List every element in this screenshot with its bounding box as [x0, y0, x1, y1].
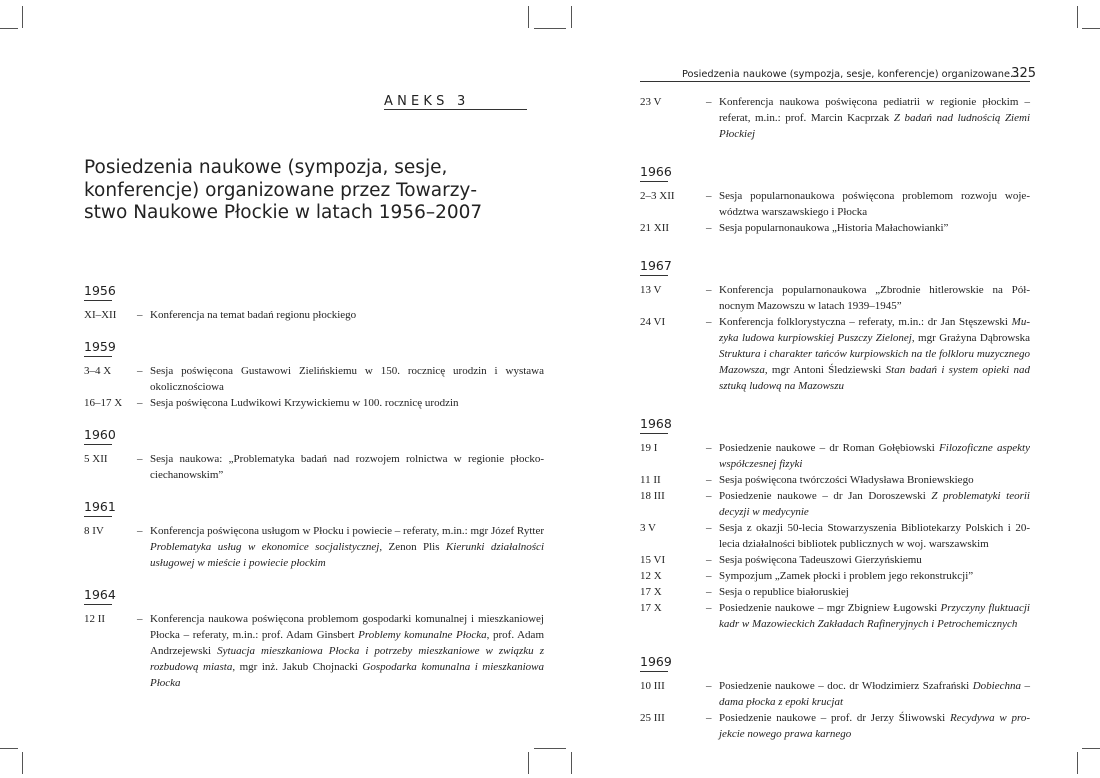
entry-text: Sesja poświęcona Tadeuszowi Gierzyńskiemu — [719, 554, 922, 566]
running-head — [640, 66, 1036, 82]
entry-date: 21 XII — [640, 222, 670, 234]
entry-dash: – — [706, 96, 712, 108]
list-item — [84, 395, 544, 411]
list-item — [640, 568, 1030, 584]
entries-list — [640, 94, 1030, 742]
year-heading: 1966 — [640, 164, 668, 182]
entry-dash: – — [706, 602, 712, 614]
annex-label: ANEKS 3 — [384, 94, 527, 110]
entry-dash: – — [706, 570, 712, 582]
entry-text: Posiedzenie naukowe – doc. dr Włodzimierz Szafrański Dobiechna – dama płocka z epoki krucjat — [719, 680, 1030, 708]
year-heading: 1960 — [84, 427, 112, 445]
list-item — [640, 188, 1030, 220]
entry-dash: – — [706, 680, 712, 692]
entry-dash: – — [706, 442, 712, 454]
list-item — [640, 520, 1030, 552]
crop-mark — [1077, 6, 1078, 28]
crop-mark — [571, 6, 572, 28]
list-item — [640, 94, 1030, 142]
entry-text: Posiedzenie naukowe – dr Roman Gołębiowski Filozoficzne aspekty współczesnej fizyki — [719, 442, 1030, 470]
entry-date: 23 V — [640, 96, 662, 108]
entry-text: Konferencja folklorystyczna – referaty, m.in.: dr Jan Stęszewski Muzyka ludowa kurpiowskiej Puszczy Zielonej, mgr Grażyna Dąbrowska Struktura i charakter tańców kurpiowskich na tle folkloru muzycznego Mazowsza, mgr Antoni Śledziewski Stan badań i system opieki nad sztuką ludową na Mazowszu — [719, 316, 1030, 392]
entries-list — [84, 283, 544, 691]
list-item — [84, 611, 544, 691]
entry-date: 12 X — [640, 570, 662, 582]
crop-mark — [1082, 28, 1100, 29]
entry-dash: – — [706, 586, 712, 598]
list-item — [84, 523, 544, 571]
entry-dash: – — [137, 613, 143, 625]
entry-date: 18 III — [640, 490, 665, 502]
list-item — [84, 451, 544, 483]
crop-mark — [1077, 752, 1078, 774]
entry-date: 10 III — [640, 680, 665, 692]
entry-date: 16–17 X — [84, 397, 123, 409]
entry-text: Sesja naukowa: „Problematyka badań nad rozwojem rolnictwa w regionie płocko-ciechanowskim” — [150, 453, 544, 481]
right-page — [640, 0, 1036, 778]
list-item — [84, 307, 544, 323]
entry-dash: – — [137, 453, 143, 465]
entry-text: Sesja poświęcona Ludwikowi Krzywickiemu w 100. rocznicę urodzin — [150, 397, 459, 409]
entry-date: 12 II — [84, 613, 106, 625]
entry-dash: – — [706, 712, 712, 724]
entry-dash: – — [137, 525, 143, 537]
entry-text: Konferencja poświęcona usługom w Płocku i powiecie – referaty, m.in.: mgr Józef Rytter Problematyka usług w ekonomice socjalistycznej, Zenon Plis Kierunki działalności usługowej w mieście i powiecie płockim — [150, 525, 544, 569]
year-heading: 1956 — [84, 283, 112, 301]
list-item — [640, 600, 1030, 632]
entry-date: 11 II — [640, 474, 661, 486]
entry-text: Konferencja popularnonaukowa „Zbrodnie hitlerowskie na Północnym Mazowszu w latach 1939–1945” — [719, 284, 1030, 312]
entry-text: Sesja popularnonaukowa „Historia Małachowianki” — [719, 222, 949, 234]
year-heading: 1968 — [640, 416, 668, 434]
page-number: 325 — [1011, 66, 1036, 81]
running-head-text: Posiedzenia naukowe (sympozja, sesje, konferencje) organizowane... — [682, 69, 1020, 80]
entry-date: 3 V — [640, 522, 656, 534]
entry-dash: – — [137, 397, 143, 409]
entry-text: Sesja poświęcona Gustawowi Zielińskiemu w 150. rocznicę urodzin i wystawa okolicznościowa — [150, 365, 544, 393]
entry-date: 17 X — [640, 586, 662, 598]
entry-dash: – — [706, 316, 712, 328]
entry-text: Konferencja na temat badań regionu płockiego — [150, 309, 357, 321]
year-heading: 1964 — [84, 587, 112, 605]
list-item — [640, 314, 1030, 394]
crop-mark — [0, 748, 18, 749]
entry-dash: – — [137, 365, 143, 377]
entry-date: XI–XII — [84, 309, 117, 321]
list-item — [640, 472, 1030, 488]
crop-mark — [0, 28, 18, 29]
list-item — [640, 584, 1030, 600]
list-item — [640, 678, 1030, 710]
entry-dash: – — [137, 309, 143, 321]
entry-dash: – — [706, 490, 712, 502]
list-item — [640, 440, 1030, 472]
year-heading: 1969 — [640, 654, 668, 672]
entry-dash: – — [706, 474, 712, 486]
entry-dash: – — [706, 284, 712, 296]
entry-date: 13 V — [640, 284, 662, 296]
entry-dash: – — [706, 190, 712, 202]
list-item — [640, 220, 1030, 236]
crop-mark — [1082, 748, 1100, 749]
entry-date: 2–3 XII — [640, 190, 675, 202]
entry-text: Sesja o republice białoruskiej — [719, 586, 849, 598]
page-title: Posiedzenia naukowe (sympozja, sesje, konferencje) organizowane przez Towarzystwo Naukowe Płockie w latach 1956–2007 — [84, 157, 483, 223]
entry-text: Sesja z okazji 50-lecia Stowarzyszenia Bibliotekarzy Polskich i 20-lecia działalności bibliotek publicznych w woj. warszawskim — [719, 522, 1030, 550]
entry-dash: – — [706, 522, 712, 534]
year-heading: 1967 — [640, 258, 668, 276]
year-heading: 1961 — [84, 499, 112, 517]
entry-dash: – — [706, 554, 712, 566]
entry-text: Posiedzenie naukowe – mgr Zbigniew Ługowski Przyczyny fluktuacji kadr w Mazowieckich Zakładach Rafineryjnych i Petrochemicznych — [719, 602, 1030, 630]
entry-date: 24 VI — [640, 316, 666, 328]
entry-text: Konferencja naukowa poświęcona problemom gospodarki komunalnej i mieszkaniowej Płocka – referaty, m.in.: prof. Adam Ginsbert Problemy komunalne Płocka, prof. Adam Andrzejewski Sytuacja mieszkaniowa Płocka i potrzeby mieszkaniowe w związku z rozbudową miasta, mgr inż. Jakub Chojnacki Gospodarka komunalna i mieszkaniowa Płocka — [150, 613, 544, 689]
entry-date: 25 III — [640, 712, 665, 724]
entry-dash: – — [706, 222, 712, 234]
entry-text: Posiedzenie naukowe – prof. dr Jerzy Śliwowski Recydywa w projekcie nowego prawa karnego — [719, 712, 1030, 740]
entry-text: Konferencja naukowa poświęcona pediatrii w regionie płockim – referat, m.in.: prof. Marcin Kacprzak Z badań nad ludnością Ziemi Płockiej — [719, 96, 1030, 140]
entry-text: Posiedzenie naukowe – dr Jan Doroszewski Z problematyki teorii decyzji w medycynie — [719, 490, 1030, 518]
crop-mark — [22, 752, 23, 774]
entry-date: 8 IV — [84, 525, 104, 537]
entry-date: 3–4 X — [84, 365, 112, 377]
year-heading: 1959 — [84, 339, 112, 357]
entry-date: 15 VI — [640, 554, 666, 566]
crop-mark — [22, 6, 23, 28]
entry-text: Sesja popularnonaukowa poświęcona problemom rozwoju województwa warszawskiego i Płocka — [719, 190, 1030, 218]
entry-date: 5 XII — [84, 453, 108, 465]
list-item — [640, 710, 1030, 742]
entry-text: Sympozjum „Zamek płocki i problem jego rekonstrukcji” — [719, 570, 974, 582]
entry-date: 19 I — [640, 442, 658, 454]
crop-mark — [571, 752, 572, 774]
list-item — [640, 282, 1030, 314]
entry-text: Sesja poświęcona twórczości Władysława Broniewskiego — [719, 474, 974, 486]
left-page — [84, 0, 544, 778]
list-item — [84, 363, 544, 395]
list-item — [640, 552, 1030, 568]
entry-date: 17 X — [640, 602, 662, 614]
list-item — [640, 488, 1030, 520]
